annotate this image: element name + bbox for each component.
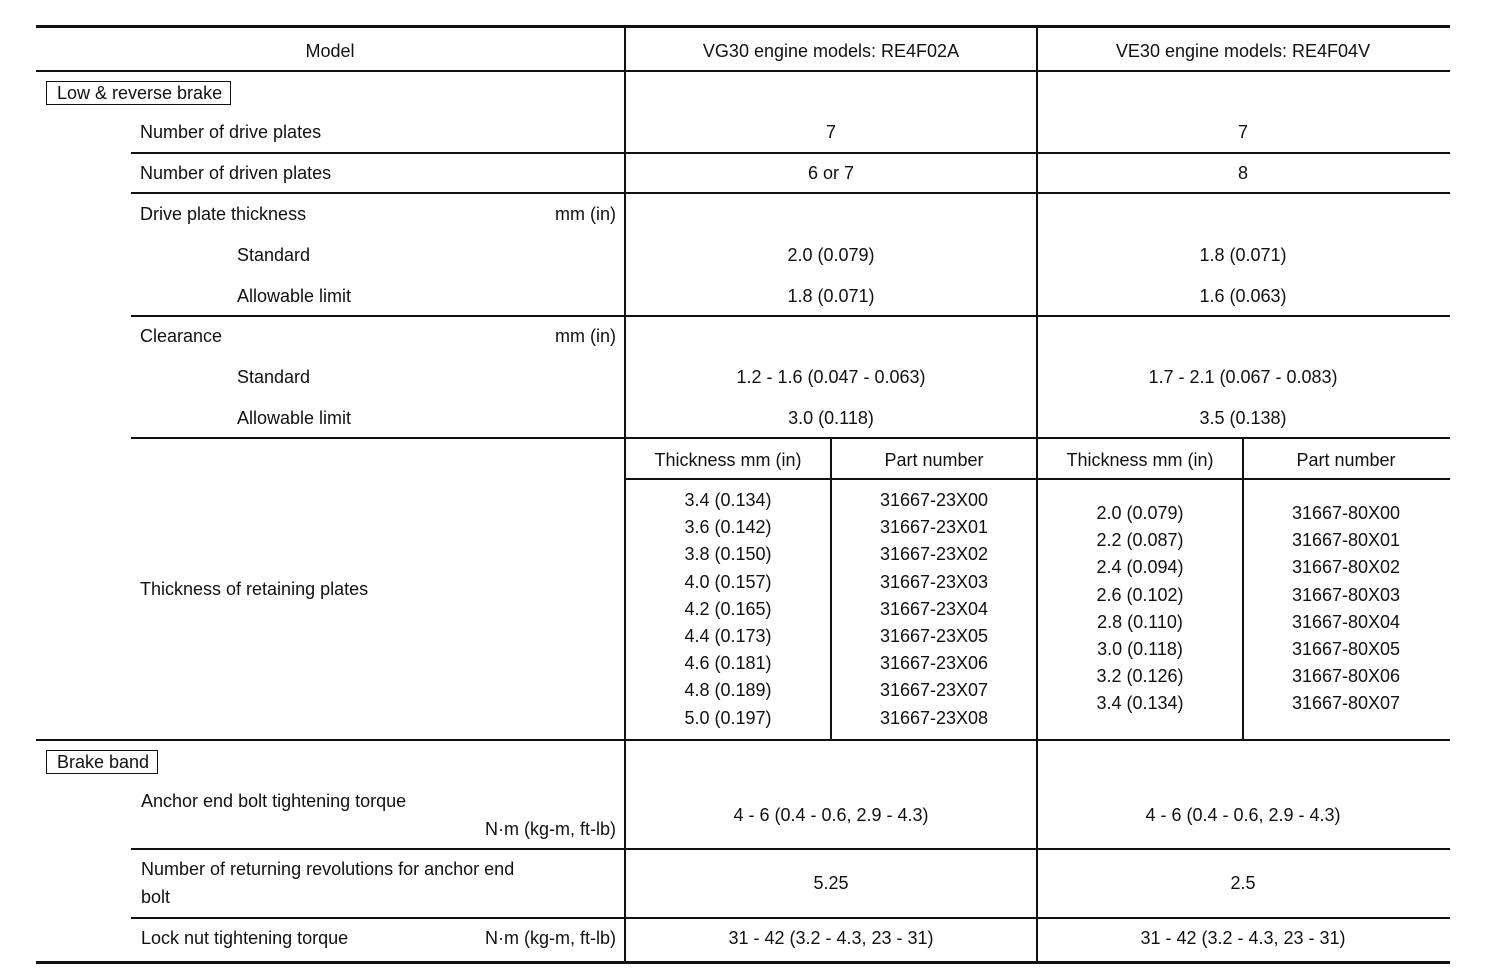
list-item: 31667-80X02 xyxy=(1291,557,1401,578)
header-ve30: VE30 engine models: RE4F04V xyxy=(1115,41,1371,61)
list-item: 4.8 (0.189) xyxy=(684,680,772,701)
driven-plates-vg30: 6 or 7 xyxy=(807,163,855,183)
list-item: 2.6 (0.102) xyxy=(1096,584,1184,605)
col-divider-2 xyxy=(1036,25,1038,962)
clearance-label: Clearance xyxy=(140,326,223,346)
drive-plate-thickness-unit: mm (in) xyxy=(555,204,616,224)
returning-revolutions-label-line1: Number of returning revolutions for anchor end xyxy=(141,859,515,879)
retaining-vg30-part-list xyxy=(880,487,988,732)
retaining-part-header-ve30: Part number xyxy=(1296,450,1396,470)
drive-plate-standard-vg30: 2.0 (0.079) xyxy=(787,245,875,265)
drive-plate-limit-ve30: 1.6 (0.063) xyxy=(1199,286,1287,306)
retaining-ve30-thickness-list xyxy=(1096,500,1183,718)
returning-revolutions-ve30: 2.5 xyxy=(1230,873,1256,893)
list-item: 31667-80X05 xyxy=(1291,638,1401,659)
section-title-brake-band: Brake band xyxy=(46,750,158,774)
anchor-torque-label: Anchor end bolt tightening torque xyxy=(141,791,407,811)
clearance-standard-vg30: 1.2 - 1.6 (0.047 - 0.063) xyxy=(736,367,926,387)
list-item: 31667-23X01 xyxy=(879,517,989,538)
returning-revolutions-label-line2: bolt xyxy=(141,887,171,907)
lock-nut-label: Lock nut tightening torque xyxy=(141,928,349,948)
list-item: 31667-23X05 xyxy=(879,625,989,646)
list-item: 4.2 (0.165) xyxy=(684,598,772,619)
drive-plate-limit-label: Allowable limit xyxy=(237,286,352,306)
clearance-limit-ve30: 3.5 (0.138) xyxy=(1199,408,1287,428)
subheader-rule xyxy=(626,478,1450,480)
list-item: 2.2 (0.087) xyxy=(1096,530,1184,551)
lock-nut-ve30: 31 - 42 (3.2 - 4.3, 23 - 31) xyxy=(1140,928,1346,948)
bottom-rule xyxy=(36,961,1450,964)
anchor-torque-ve30: 4 - 6 (0.4 - 0.6, 2.9 - 4.3) xyxy=(1145,805,1341,825)
list-item: 5.0 (0.197) xyxy=(684,707,772,728)
header-model: Model xyxy=(305,41,355,61)
row-rule-driven xyxy=(131,152,1450,154)
row-rule-clearance xyxy=(131,315,1450,317)
returning-revolutions-vg30: 5.25 xyxy=(813,873,849,893)
drive-plates-ve30: 7 xyxy=(1237,122,1249,142)
list-item: 31667-80X00 xyxy=(1291,503,1401,523)
list-item: 2.0 (0.079) xyxy=(1096,503,1184,523)
list-item: 31667-80X07 xyxy=(1291,693,1401,714)
lock-nut-unit: N·m (kg-m, ft-lb) xyxy=(485,928,616,948)
list-item: 4.6 (0.181) xyxy=(684,653,772,674)
section-rule-brake-band xyxy=(36,739,1450,741)
clearance-standard-label: Standard xyxy=(237,367,311,387)
drive-plates-vg30: 7 xyxy=(825,122,837,142)
list-item: 31667-80X03 xyxy=(1291,584,1401,605)
list-item: 31667-80X06 xyxy=(1291,666,1401,687)
anchor-torque-unit: N·m (kg-m, ft-lb) xyxy=(485,819,616,839)
drive-plate-thickness-label: Drive plate thickness xyxy=(140,204,307,224)
list-item: 3.6 (0.142) xyxy=(684,517,772,538)
list-item: 31667-23X00 xyxy=(879,490,989,510)
row-rule-thickness xyxy=(131,192,1450,194)
clearance-limit-label: Allowable limit xyxy=(237,408,352,428)
col-divider-1 xyxy=(624,25,626,962)
list-item: 2.8 (0.110) xyxy=(1097,611,1183,632)
retaining-ve30-part-list xyxy=(1292,500,1400,718)
drive-plate-limit-vg30: 1.8 (0.071) xyxy=(787,286,875,306)
retaining-thickness-header-ve30: Thickness mm (in) xyxy=(1066,450,1214,470)
retaining-plates-label: Thickness of retaining plates xyxy=(140,579,369,599)
list-item: 31667-23X08 xyxy=(879,707,989,728)
list-item: 31667-80X04 xyxy=(1291,611,1401,632)
row-rule-revolutions xyxy=(131,848,1450,850)
list-item: 3.4 (0.134) xyxy=(684,490,772,510)
list-item: 31667-23X02 xyxy=(879,544,989,565)
list-item: 3.8 (0.150) xyxy=(684,544,772,565)
anchor-torque-vg30: 4 - 6 (0.4 - 0.6, 2.9 - 4.3) xyxy=(733,805,929,825)
drive-plates-label: Number of drive plates xyxy=(140,122,322,142)
row-rule-locknut xyxy=(131,917,1450,919)
list-item: 2.4 (0.094) xyxy=(1096,557,1184,578)
list-item: 31667-23X03 xyxy=(879,571,989,592)
lock-nut-vg30: 31 - 42 (3.2 - 4.3, 23 - 31) xyxy=(728,928,934,948)
retaining-part-header-vg30: Part number xyxy=(884,450,984,470)
top-rule xyxy=(36,25,1450,28)
list-item: 4.0 (0.157) xyxy=(684,571,772,592)
clearance-limit-vg30: 3.0 (0.118) xyxy=(788,408,874,428)
drive-plate-standard-label: Standard xyxy=(237,245,311,265)
driven-plates-label: Number of driven plates xyxy=(140,163,332,183)
list-item: 3.2 (0.126) xyxy=(1096,666,1184,687)
list-item: 31667-23X04 xyxy=(879,598,989,619)
list-item: 31667-80X01 xyxy=(1291,530,1401,551)
header-rule xyxy=(36,70,1450,72)
row-rule-retaining xyxy=(131,437,1450,439)
list-item: 31667-23X06 xyxy=(879,653,989,674)
list-item: 31667-23X07 xyxy=(879,680,989,701)
list-item: 4.4 (0.173) xyxy=(684,625,772,646)
clearance-unit: mm (in) xyxy=(555,326,616,346)
list-item: 3.4 (0.134) xyxy=(1096,693,1184,714)
clearance-standard-ve30: 1.7 - 2.1 (0.067 - 0.083) xyxy=(1148,367,1338,387)
header-vg30: VG30 engine models: RE4F02A xyxy=(702,41,960,61)
section-title-low-reverse-brake: Low & reverse brake xyxy=(46,81,231,105)
driven-plates-ve30: 8 xyxy=(1237,163,1249,183)
retaining-thickness-header-vg30: Thickness mm (in) xyxy=(654,450,802,470)
list-item: 3.0 (0.118) xyxy=(1097,638,1183,659)
subcol-divider-vg30 xyxy=(830,437,832,739)
drive-plate-standard-ve30: 1.8 (0.071) xyxy=(1199,245,1287,265)
retaining-vg30-thickness-list xyxy=(684,487,771,732)
subcol-divider-ve30 xyxy=(1242,437,1244,739)
